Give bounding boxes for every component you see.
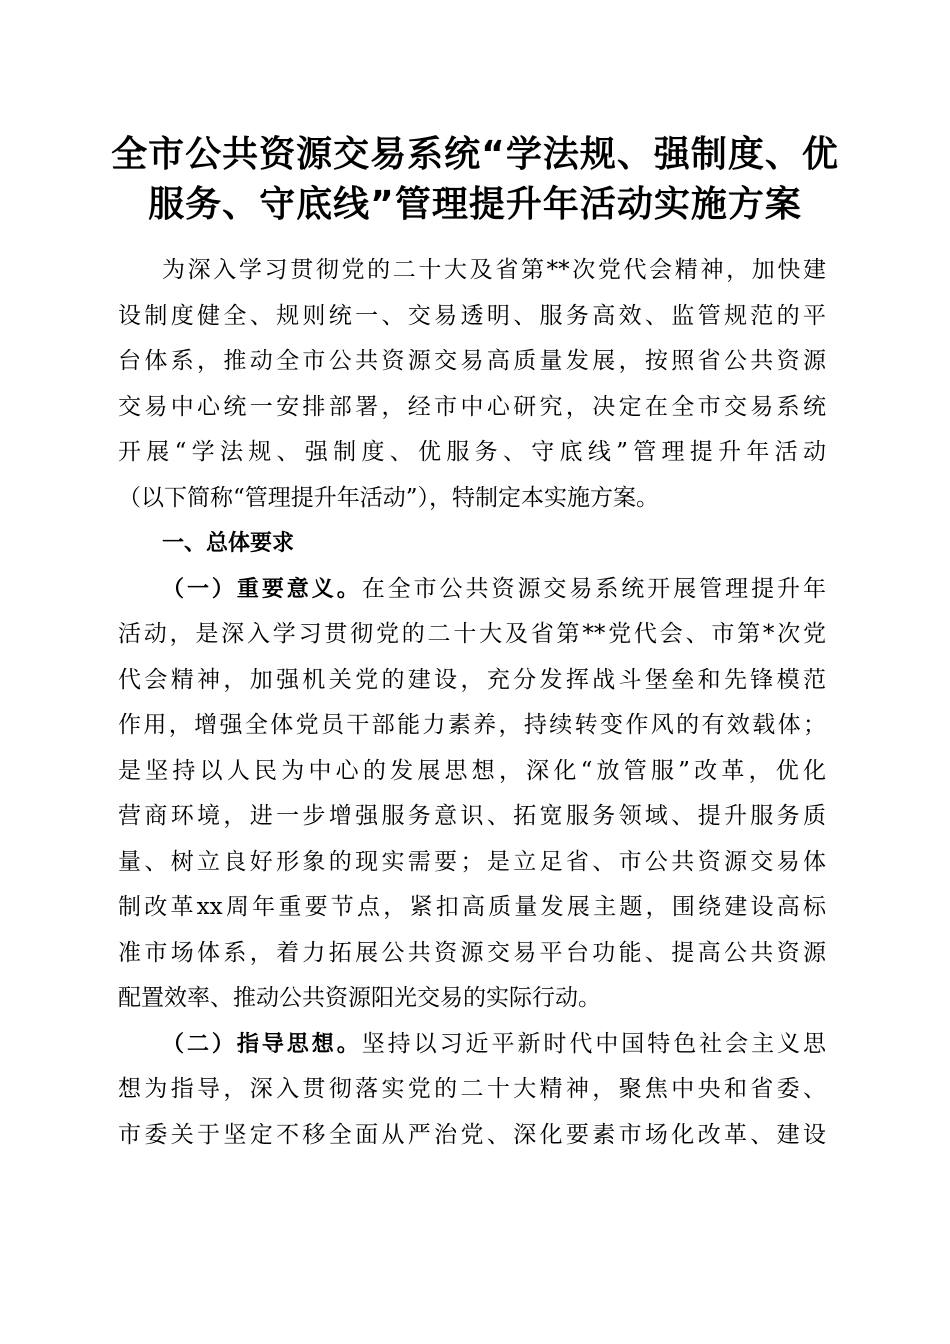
intro-paragraph <box>118 248 826 521</box>
document-title <box>100 130 850 230</box>
subsection-first-line <box>118 1022 826 1068</box>
section-heading-general-requirements: 一、总体要求 <box>162 531 295 556</box>
intro-line: 为深入学习贯彻党的二十大及省第**次党代会精神，加快建 <box>162 257 826 283</box>
intro-line: （以下简称“管理提升年活动”），特制定本实施方案。 <box>118 484 660 511</box>
paragraph-line: 量、树立良好形象的现实需要；是立足省、市公共资源交易体 <box>118 848 826 875</box>
subsection-label: （一）重要意义。 <box>162 576 362 602</box>
subsection-text: 在全市公共资源交易系统开展管理提升年 <box>361 575 826 602</box>
subsection-text: 坚持以习近平新时代中国特色社会主义思 <box>361 1030 826 1057</box>
paragraph-line: 营商环境，进一步增强服务意识、拓宽服务领域、提升服务质 <box>118 803 826 829</box>
intro-line: 交易中心统一安排部署，经市中心研究，决定在全市交易系统 <box>118 393 826 420</box>
paragraph-line: 代会精神，加强机关党的建设，充分发挥战斗堡垒和先锋模范 <box>118 666 826 693</box>
paragraph-line: 准市场体系，着力拓展公共资源交易平台功能、提高公共资源 <box>118 939 826 966</box>
paragraph-line: 市委关于坚定不移全面从严治党、深化要素市场化改革、建设 <box>118 1121 826 1148</box>
document-body <box>118 248 826 1158</box>
paragraph-line: 想为指导，深入贯彻落实党的二十大精神，聚焦中央和省委、 <box>118 1076 826 1102</box>
intro-line: 设制度健全、规则统一、交易透明、服务高效、监管规范的平 <box>118 302 826 329</box>
intro-line: 开展“学法规、强制度、优服务、守底线”管理提升年活动 <box>118 439 826 465</box>
paragraph-line: 是坚持以人民为中心的发展思想，深化“放管服”改革，优化 <box>118 757 826 784</box>
subsection-significance <box>118 567 826 1022</box>
subsection-first-line <box>118 567 826 613</box>
title-line-2: 服务、守底线”管理提升年活动实施方案 <box>148 184 802 225</box>
paragraph-line: 配置效率、推动公共资源阳光交易的实际行动。 <box>118 985 601 1011</box>
subsection-label: （二）指导思想。 <box>162 1031 362 1057</box>
title-line-1: 全市公共资源交易系统“学法规、强制度、优 <box>111 134 839 175</box>
intro-line: 台体系，推动全市公共资源交易高质量发展，按照省公共资源 <box>118 348 826 374</box>
paragraph-line: 作用，增强全体党员干部能力素养，持续转变作风的有效载体； <box>118 712 826 738</box>
paragraph-line: 活动，是深入学习贯彻党的二十大及省第**党代会、市第*次党 <box>118 621 826 647</box>
paragraph-line: 制改革xx周年重要节点，紧扣高质量发展主题，围绕建设高标 <box>118 894 826 920</box>
subsection-guiding-ideology <box>118 1022 826 1159</box>
